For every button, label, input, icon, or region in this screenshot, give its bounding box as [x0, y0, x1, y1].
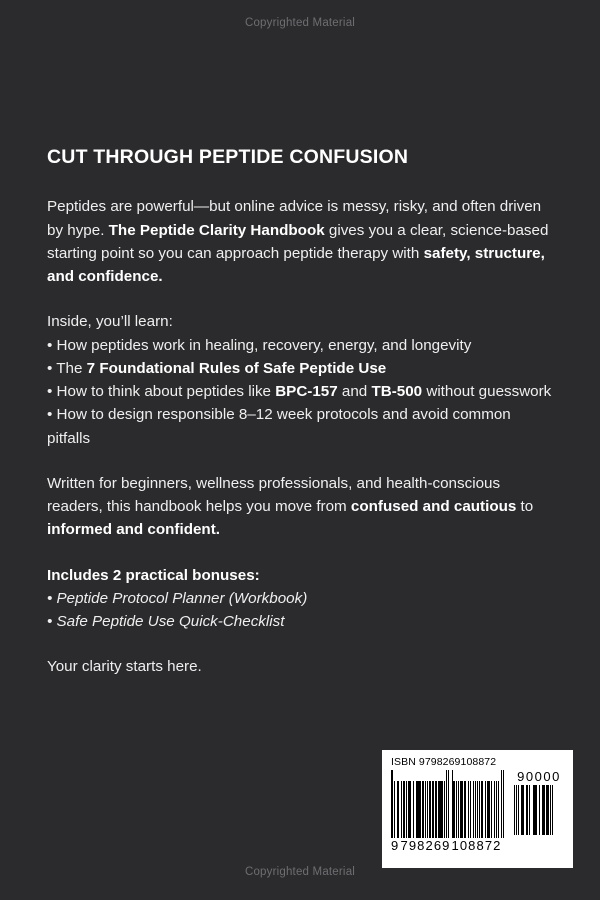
list-item: [47, 380, 552, 403]
list-item: [47, 334, 552, 357]
book-title: The Peptide Clarity Handbook: [108, 221, 325, 239]
copyright-notice-top: Copyrighted Material: [244, 17, 356, 29]
list-item-text: How to think about peptides like: [56, 383, 276, 401]
price-code-label: 90000: [517, 769, 561, 784]
barcode-row: [391, 770, 566, 852]
ean-digit-group-2: 108872: [451, 838, 502, 853]
intro-paragraph: [47, 195, 552, 288]
ean-digit-group-1: 798269: [400, 838, 451, 853]
list-item-text: The: [56, 359, 87, 377]
list-item: [47, 403, 552, 450]
intro-text-part1: Peptides are powerful—but online advice is messy, risky, and often driven by hype.: [47, 198, 542, 239]
list-item-bold-2: TB-500: [371, 383, 423, 401]
list-item-text: How peptides work in healing, recovery, energy, and longevity: [56, 336, 472, 354]
intro-emphasis: safety, structure, and confidence.: [47, 244, 545, 286]
headline: CUT THROUGH PEPTIDE CONFUSION: [47, 146, 409, 168]
list-item: • Peptide Protocol Planner (Workbook): [47, 589, 308, 607]
learn-list: [47, 334, 552, 450]
intro-text-part2: gives you a clear, science-based starting point so you can approach peptide therapy with: [47, 221, 549, 262]
audience-text-part1: Written for beginners, wellness professionals, and health-conscious readers, this handbook helps you move from: [47, 474, 501, 516]
bonus-heading: Includes 2 practical bonuses:: [47, 566, 260, 584]
bullet-glyph-icon: •: [47, 336, 57, 354]
list-item-bold: BPC-157: [275, 383, 338, 401]
copyright-notice-bottom: Copyrighted Material: [244, 866, 356, 878]
ean13-bars: [391, 770, 507, 838]
ean13-barcode: [391, 770, 507, 852]
list-item: [47, 357, 552, 380]
closing-line: Your clarity starts here.: [47, 658, 202, 676]
barcode-panel: [382, 750, 573, 868]
audience-text-part2: to: [516, 498, 534, 516]
learn-intro: Inside, you’ll learn:: [47, 313, 173, 331]
list-item: • Safe Peptide Use Quick-Checklist: [47, 613, 285, 631]
audience-bold-2: informed and confident.: [47, 521, 220, 539]
list-item-text: How to design responsible 8–12 week protocols and avoid common pitfalls: [47, 406, 511, 447]
isbn-label: ISBN 9798269108872: [391, 756, 497, 768]
blurb-content: [47, 146, 552, 679]
audience-paragraph: [47, 472, 552, 542]
list-item-text-tail: without guesswork: [422, 383, 552, 401]
ean-digit-group-0: 9: [391, 838, 400, 853]
bullet-glyph-icon: •: [47, 383, 57, 401]
audience-bold-1: confused and cautious: [350, 498, 517, 516]
list-item-bold: 7 Foundational Rules of Safe Peptide Use: [86, 359, 387, 377]
ean13-digits: [391, 839, 507, 852]
price-addon-bars: [514, 785, 564, 835]
price-addon-barcode: [514, 770, 564, 835]
bullet-glyph-icon: •: [47, 359, 57, 377]
bonus-list: [47, 587, 552, 634]
bullet-glyph-icon: •: [47, 406, 57, 424]
list-item-text-mid: and: [337, 383, 372, 401]
